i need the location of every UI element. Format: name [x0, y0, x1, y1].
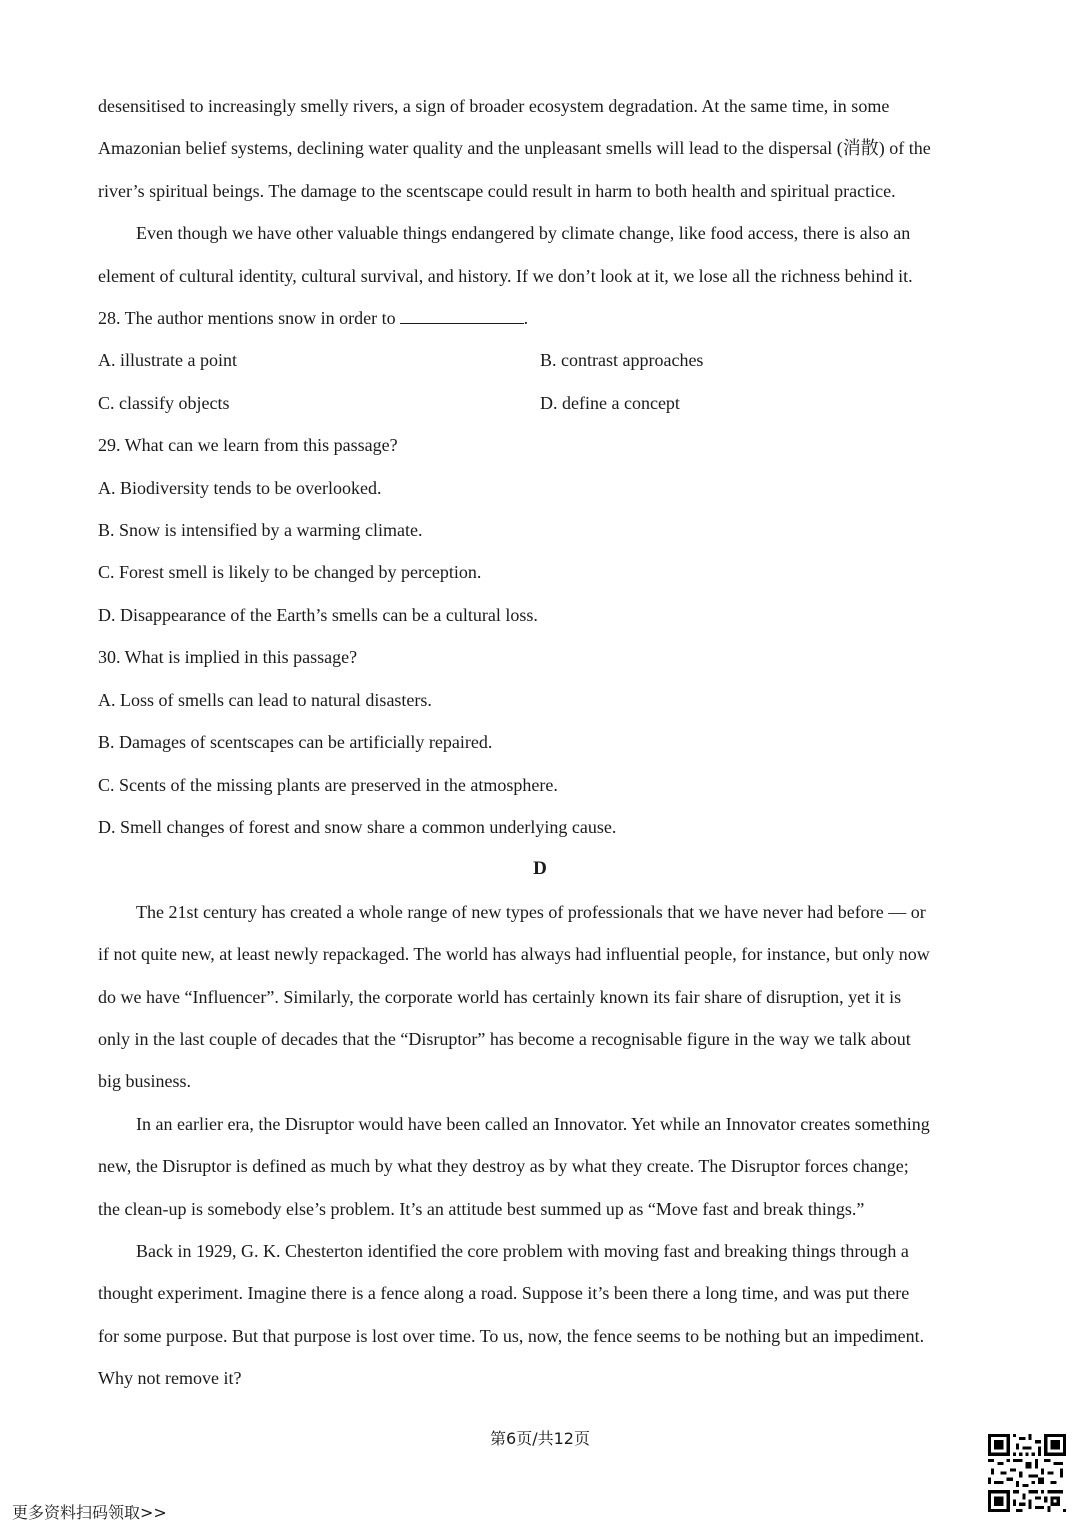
passage-line: do we have “Influencer”. Similarly, the corporate world has certainly known its fair share of disruption, yet it is	[98, 986, 902, 1007]
option-c: C. classify objects	[98, 392, 230, 413]
qr-code-icon[interactable]	[988, 1434, 1066, 1512]
passage-line: In an earlier era, the Disruptor would have been called an Innovator. Yet while an Innovator creates something	[136, 1113, 930, 1134]
passage-line: big business.	[98, 1071, 192, 1092]
option-c: C. Forest smell is likely to be changed by perception.	[98, 562, 482, 583]
passage-line: if not quite new, at least newly repackaged. The world has always had influential people, for instance, but only now	[98, 944, 930, 965]
option-b: B. Damages of scentscapes can be artificially repaired.	[98, 732, 493, 753]
question-28-end: .	[523, 308, 529, 329]
passage-line: element of cultural identity, cultural survival, and history. If we don’t look at it, we lose all the richness behind it.	[98, 265, 913, 286]
section-d-title: D	[533, 858, 547, 880]
passage-line: thought experiment. Imagine there is a fence along a road. Suppose it’s been there a long time, and was put there	[98, 1283, 910, 1304]
option-b: B. Snow is intensified by a warming climate.	[98, 520, 423, 541]
passage-line: the clean-up is somebody else’s problem. It’s an attitude best summed up as “Move fast and break things.”	[98, 1198, 865, 1219]
passage-line: for some purpose. But that purpose is lost over time. To us, now, the fence seems to be nothing but an impediment.	[98, 1325, 925, 1346]
page-content	[98, 85, 982, 1400]
option-d: D. define a concept	[540, 392, 680, 413]
promo-link[interactable]: 更多资料扫码领取>>	[12, 1503, 167, 1522]
passage-line: river’s spiritual beings. The damage to the scentscape could result in harm to both health and spiritual practice.	[98, 180, 896, 201]
option-b: B. contrast approaches	[540, 350, 704, 371]
passage-line: new, the Disruptor is defined as much by what they destroy as by what they create. The Disruptor forces change;	[98, 1156, 909, 1177]
passage-line: Even though we have other valuable things endangered by climate change, like food access, there is also an	[136, 223, 911, 244]
passage-line: Amazonian belief systems, declining water quality and the unpleasant smells will lead to the dispersal (消散) of the	[98, 138, 931, 159]
option-a: A. Biodiversity tends to be overlooked.	[98, 477, 382, 498]
question-28-options-row-1	[98, 339, 982, 381]
option-d: D. Disappearance of the Earth’s smells can be a cultural loss.	[98, 604, 538, 625]
question-28-options-row-2	[98, 382, 982, 424]
passage-line: Back in 1929, G. K. Chesterton identified the core problem with moving fast and breaking things through a	[136, 1240, 909, 1261]
question-28-text: 28. The author mentions snow in order to	[98, 308, 396, 329]
option-a: A. Loss of smells can lead to natural disasters.	[98, 689, 432, 710]
question-28-stem	[98, 297, 982, 339]
answer-blank	[400, 307, 524, 324]
question-30-stem: 30. What is implied in this passage?	[98, 647, 358, 668]
option-a: A. illustrate a point	[98, 350, 237, 371]
page-number: 第6页/共12页	[490, 1429, 590, 1448]
passage-line: Why not remove it?	[98, 1368, 242, 1389]
passage-line: The 21st century has created a whole range of new types of professionals that we have never had before — or	[136, 901, 926, 922]
passage-line: only in the last couple of decades that the “Disruptor” has become a recognisable figure in the way we talk about	[98, 1028, 911, 1049]
option-d: D. Smell changes of forest and snow share a common underlying cause.	[98, 816, 617, 837]
option-c: C. Scents of the missing plants are preserved in the atmosphere.	[98, 774, 558, 795]
passage-line: desensitised to increasingly smelly rivers, a sign of broader ecosystem degradation. At the same time, in some	[98, 96, 890, 116]
question-29-stem: 29. What can we learn from this passage?	[98, 435, 398, 456]
